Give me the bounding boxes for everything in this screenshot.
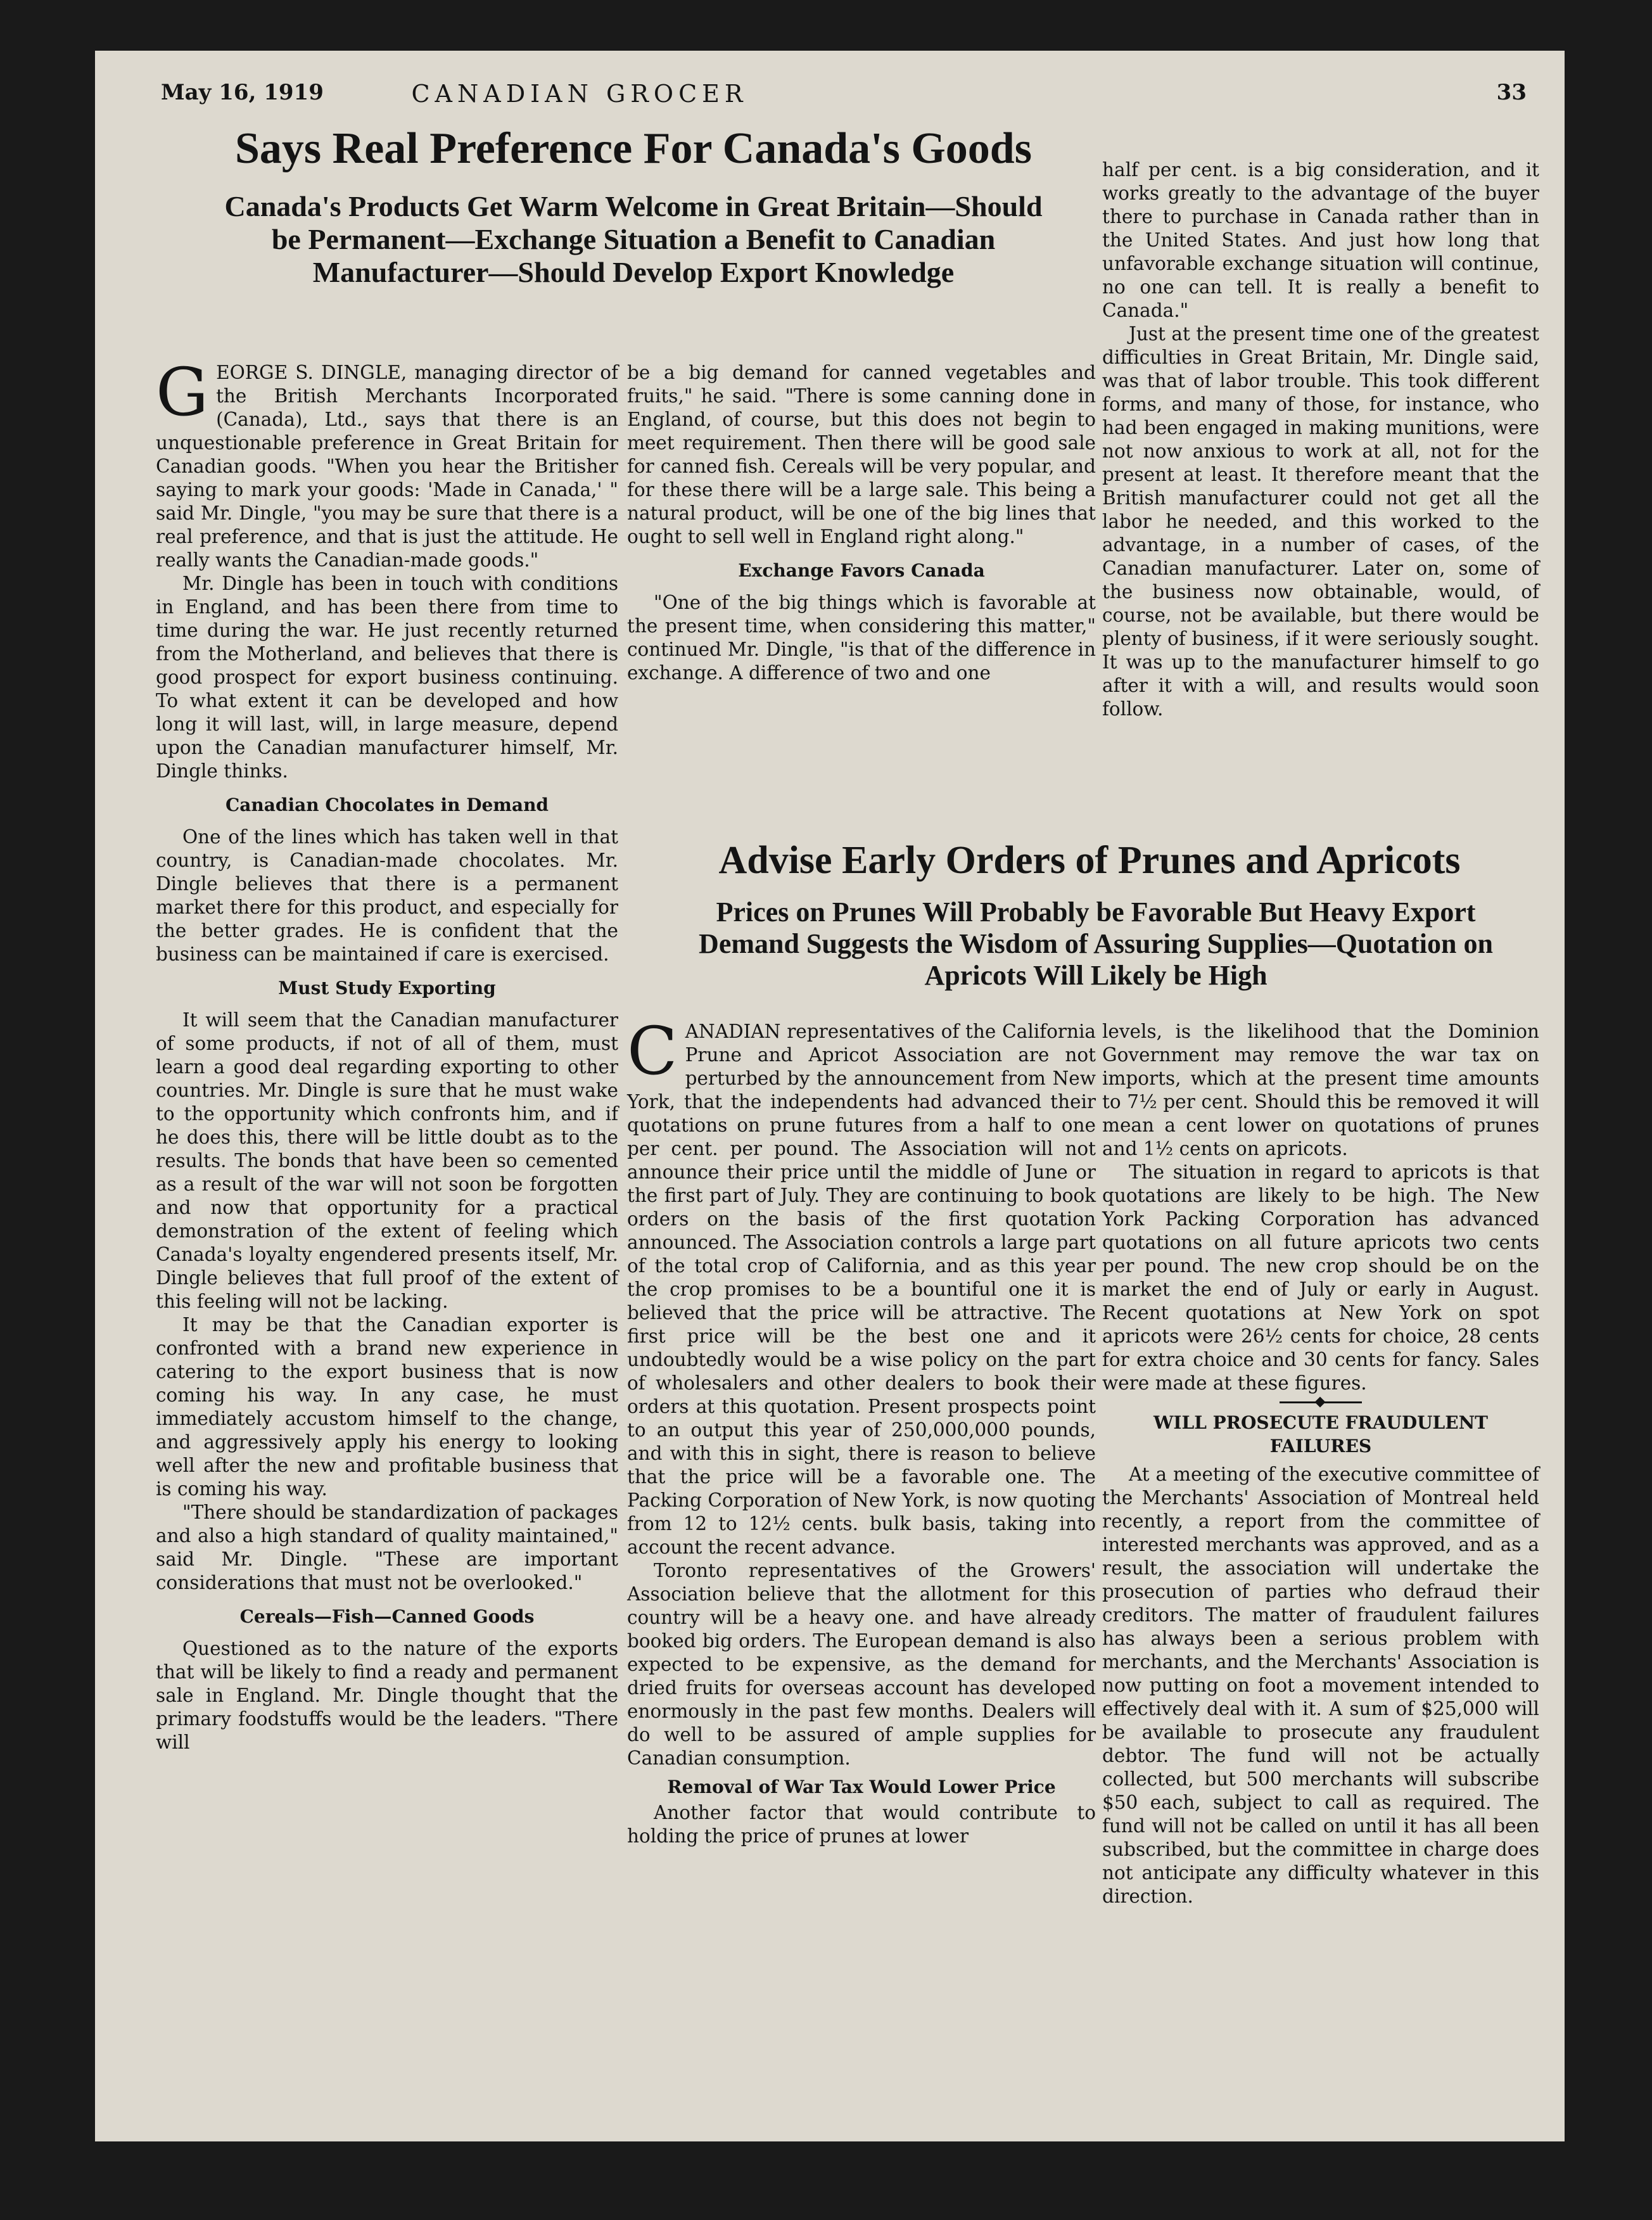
drop-cap: C	[627, 1012, 678, 1090]
article3-title: WILL PROSECUTE FRAUDULENT FAILURES	[1153, 1412, 1489, 1457]
section-divider	[1280, 1401, 1362, 1403]
article1-lead-paragraph: GEORGE S. DINGLE, managing director of the British Merchants Incorporated (Canada), Ltd., says that there is an unquestionable preference in Great Britain for Canadian goods. "When you hear the Britisher saying to mark your goods: 'Made in Canada,' " said Mr. Dingle, "you may be sure that there is a real preference, and that is just the attitude. He really wants the Canadian-made goods."	[156, 354, 618, 571]
subheading: Canadian Chocolates in Demand	[225, 794, 549, 815]
article-paragraph: Questioned as to the nature of the exports that will be likely to find a ready and permanent sale in England. Mr. Dingle thought that the primary foodstuffs would be the leaders. "There will	[156, 1638, 618, 1753]
article-paragraph: "One of the big things which is favorable at the present time, when considering this matter," continued Mr. Dingle, "is that of the difference in exchange. A difference of two and one	[627, 592, 1096, 684]
article2-title: Advise Early Orders of Prunes and Apricots	[718, 839, 1461, 882]
article1-column-1	[156, 354, 618, 1754]
article-paragraph: levels, is the likelihood that the Dominion Government may remove the war tax on imports, which at the present time amounts to 7½ per cent. Should this be removed it will mean a cent lower on quotations of prunes and 1½ cents on apricots.	[1102, 1021, 1539, 1159]
drop-cap: G	[156, 354, 209, 431]
article-paragraph: Toronto representatives of the Growers' Association believe that the allotment for this country will be a heavy one. and have already booked big orders. The European demand is also expected to be expensive, as the demand for dried fruits for overseas account has developed enormously in the past few months. Dealers will do well to be assured of ample supplies for Canadian consumption.	[627, 1560, 1096, 1769]
article1-column-2	[627, 361, 1096, 685]
article-paragraph: It may be that the Canadian exporter is confronted with a brand new experience in catering to the export business that is now coming his way. In any case, he must immediately accustom himself to the change, and aggressively apply his energy to looking well after the new and profitable business that is coming his way.	[156, 1314, 618, 1500]
article-paragraph: One of the lines which has taken well in that country, is Canadian-made chocolates. Mr. Dingle believes that there is a permanent market there for this product, and especially for the better grades. He is confident that the business can be maintained if care is exercised.	[156, 826, 618, 965]
article-paragraph: It will seem that the Canadian manufacturer of some products, if not of all of them, must learn a good deal regarding exporting to other countries. Mr. Dingle is sure that he must wake to the opportunity which confronts him, and if he does this, there will be little doubt as to the results. The bonds that have been so cemented as a result of the war will not soon be forgotten and now that opportunity for a practical demonstration of the extent of feeling which Canada's loyalty engendered presents itself, Mr. Dingle believes that full proof of the extent of this feeling will not be lacking.	[156, 1009, 618, 1312]
article1-title: Says Real Preference For Canada's Goods	[235, 124, 1032, 173]
article1-column-3	[1102, 158, 1539, 721]
subheading: Must Study Exporting	[278, 978, 496, 998]
article-paragraph: half per cent. is a big consideration, and it works greatly to the advantage of the buyer there to purchase in Canada rather than in the United States. And just how long that unfavorable exchange situation will continue, no one can tell. It is really a benefit to Canada."	[1102, 159, 1539, 321]
subheading: Cereals—Fish—Canned Goods	[239, 1606, 535, 1627]
subheading: Removal of War Tax Would Lower Price	[667, 1777, 1056, 1797]
article1-deck: Canada's Products Get Warm Welcome in Great Britain—Should be Permanent—Exchange Situation a Benefit to Canadian Manufacturer—Should Develop Export Knowledge	[224, 190, 1043, 288]
subheading: Exchange Favors Canada	[738, 560, 985, 581]
issue-date: May 16, 1919	[161, 80, 324, 105]
article2-deck: Prices on Prunes Will Probably be Favorable But Heavy Export Demand Suggests the Wisdom of Assuring Supplies—Quotation on Apricots Will Likely be High	[699, 896, 1493, 991]
article-paragraph: At a meeting of the executive committee of the Merchants' Association of Montreal held recently, a report from the committee of interested merchants was approved, and as a result, the association will undertake the prosecution of parties who defraud their creditors. The matter of fraudulent failures has always been a serious problem with merchants, and the Merchants' Association is now putting on foot a movement intended to effectively deal with it. A sum of $25,000 will be available to prosecute any fraudulent debtor. The fund will not be actually collected, but 500 merchants will subscribe $50 each, subject to call as required. The fund will not be called on until it has all been subscribed, but the committee in charge does not anticipate any difficulty whatever in this direction.	[1102, 1464, 1539, 1907]
article-paragraph: "There should be standardization of packages and also a high standard of quality maintained," said Mr. Dingle. "These are important considerations that must not be overlooked."	[156, 1502, 618, 1593]
article-paragraph: be a big demand for canned vegetables and fruits," he said. "There is some canning done in England, of course, but this does not begin to meet requirement. Then there will be good sale for canned fish. Cereals will be very popular, and for these there will be a large sale. This being a natural product, will be one of the big lines that ought to sell well in England right along."	[627, 362, 1096, 547]
article-paragraph: Just at the present time one of the greatest difficulties in Great Britain, Mr. Dingle said, was that of labor trouble. This took different forms, and many of those, for instance, who had been engaged in making munitions, were not now anxious to work at all, not for the present at least. It therefore meant that the British manufacturer could not get all the labor he needed, and this worked to the advantage, in a number of cases, of the Canadian manufacturer. Later on, some of the business now obtainable, would, of course, not be available, but there would be plenty of business, if it were seriously sought. It was up to the manufacturer himself to go after it with a will, and results would soon follow.	[1102, 323, 1539, 720]
article2-lead-paragraph: CANADIAN representatives of the California Prune and Apricot Association are not perturbed by the announcement from New York, that the independents had advanced their quotations on prune futures from a half to one per cent. per pound. The Association will not announce their price until the middle of June or the first part of July. They are continuing to book orders on the basis of the first quotation announced. The Association controls a large part of the total crop of California, and as this year the crop promises to be a bountiful one it is believed that the price will be attractive. The first price will be the best one and it undoubtedly would be a wise policy on the part of wholesalers and other dealers to book their orders at this quotation. Present prospects point to an output this year of 250,000,000 pounds, and with this in sight, there is reason to believe that the price will be a favorable one. The Packing Corporation of New York, is now quoting from 12 to 12½ cents. bulk basis, taking into account the recent advance.	[627, 1012, 1096, 1558]
article2-column-1	[627, 1012, 1096, 1848]
article2-column-2	[1102, 1020, 1539, 1908]
article-paragraph: Mr. Dingle has been in touch with conditions in England, and has been there from time to time during the war. He just recently returned from the Motherland, and believes that there is good prospect for export business continuing. To what extent it can be developed and how long it will last, will, in large measure, depend upon the Canadian manufacturer himself, Mr. Dingle thinks.	[156, 573, 618, 782]
article-paragraph: The situation in regard to apricots is that quotations are likely to be high. The New York Packing Corporation has advanced quotations on all future apricots two cents per pound. The new crop should be on the market the end of July or early in August. Recent quotations at New York on spot apricots were 26½ cents for choice, 28 cents for extra choice and 30 cents for fancy. Sales were made at these figures.	[1102, 1161, 1539, 1394]
magazine-page	[95, 51, 1565, 2141]
article-paragraph: Another factor that would contribute to holding the price of prunes at lower	[627, 1802, 1096, 1847]
publication-name: CANADIAN GROCER	[411, 80, 748, 108]
page-number: 33	[1496, 80, 1527, 105]
